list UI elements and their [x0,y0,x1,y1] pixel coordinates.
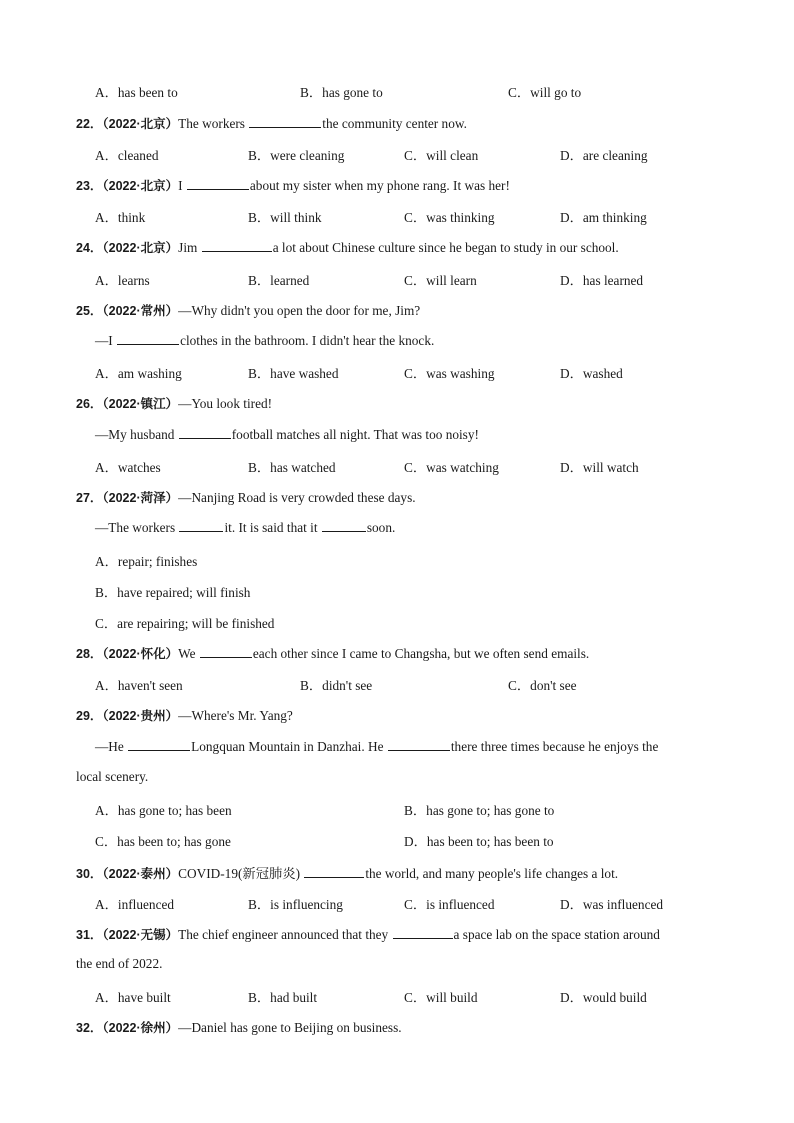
question-number: 29． [76,709,103,723]
question-text: —I [95,333,117,348]
question-23 [76,176,510,194]
answer-blank [393,926,453,939]
option-b: B．has watched [248,460,336,475]
option-c: C．don't see [508,678,577,693]
answer-blank [249,115,321,128]
option-a: A．am washing [95,366,182,381]
answer-blank [388,738,450,751]
option-d: D．am thinking [560,210,647,225]
option-b: B．is influencing [248,897,343,912]
answer-blank [179,519,223,532]
option-c: C．is influenced [404,897,495,912]
option-b: B．will think [248,210,322,225]
option-a: A．cleaned [95,148,159,163]
question-source: （2022·北京） [102,117,179,131]
option-b: B．were cleaning [248,148,345,163]
question-text: —Why didn't you open the door for me, Jim? [178,303,421,318]
question-source: （2022·北京） [102,241,179,255]
option-b: B．learned [248,273,310,288]
question-text: a lot about Chinese culture since he began to study in our school. [272,240,619,255]
question-text: football matches all night. That was too noisy! [231,427,479,442]
answer-blank [187,177,249,190]
option-d: D．will watch [560,460,639,475]
question-number: 31． [76,928,103,942]
question-32 [76,1018,402,1036]
question-text: the community center now. [322,116,467,131]
question-27 [76,488,416,506]
question-24 [76,238,619,256]
option-a: A．watches [95,460,161,475]
question-source: （2022·怀化） [102,647,179,661]
question-text: —Daniel has gone to Beijing on business. [178,1020,402,1035]
question-text: —My husband [95,427,178,442]
question-text: soon. [366,520,396,535]
question-text: COVID-19(新冠肺炎) [178,866,304,881]
question-text: The chief engineer announced that they [178,927,392,942]
question-response [95,332,434,349]
question-number: 30． [76,867,103,881]
option-d: D．washed [560,366,623,381]
answer-blank [117,332,179,345]
option-c: C．will build [404,990,478,1005]
question-source: （2022·北京） [102,179,179,193]
option-a: A．has been to [95,85,178,100]
option-a: A．think [95,210,146,225]
question-number: 27． [76,491,103,505]
option-c: C．are repairing; will be finished [95,616,275,631]
option-a: A．learns [95,273,150,288]
question-26 [76,394,272,412]
option-c: C．will clean [404,148,479,163]
option-b: B．had built [248,990,318,1005]
option-c: C．will learn [404,273,477,288]
question-text: —Nanjing Road is very crowded these days. [178,490,416,505]
question-text: each other since I came to Changsha, but we often send emails. [252,646,590,661]
question-text: —He [95,739,128,754]
question-number: 23． [76,179,103,193]
option-a: A．repair; finishes [95,554,198,569]
question-text: Longquan Mountain in Danzhai. He [191,739,387,754]
option-b: B．have repaired; will finish [95,585,251,600]
question-source: （2022·徐州） [102,1021,179,1035]
question-source: （2022·贵州） [102,709,179,723]
option-b: B．has gone to [300,85,383,100]
option-c: C．has been to; has gone [95,834,231,849]
question-text: clothes in the bathroom. I didn't hear the knock. [180,333,435,348]
question-source: （2022·镇江） [102,397,179,411]
question-number: 22． [76,117,103,131]
question-text-continued: local scenery. [76,769,149,784]
question-response [95,426,479,443]
question-number: 32． [76,1021,103,1035]
answer-blank [304,865,364,878]
question-number: 26． [76,397,103,411]
question-number: 25． [76,304,103,318]
question-number: 24． [76,241,103,255]
question-text: Jim [178,240,201,255]
option-c: C．was thinking [404,210,495,225]
question-22 [76,114,467,132]
question-text-continued: the end of 2022. [76,956,163,971]
question-text: We [178,646,199,661]
question-text: it. It is said that it [224,520,321,535]
question-source: （2022·泰州） [102,867,179,881]
option-d: D．was influenced [560,897,664,912]
answer-blank [179,426,231,439]
question-30 [76,863,618,882]
question-29 [76,706,293,724]
question-31 [76,925,660,943]
question-response [95,738,658,755]
option-b: B．has gone to; has gone to [404,803,555,818]
question-text: —Where's Mr. Yang? [178,708,293,723]
question-source: （2022·菏泽） [102,491,179,505]
question-25 [76,301,420,319]
option-a: A．influenced [95,897,175,912]
option-d: D．has been to; has been to [404,834,554,849]
option-a: A．haven't seen [95,678,183,693]
option-c: C．was watching [404,460,499,475]
option-a: A．has gone to; has been [95,803,232,818]
answer-blank [200,645,252,658]
question-text: a space lab on the space station around [453,927,660,942]
question-number: 28． [76,647,103,661]
option-d: D．are cleaning [560,148,648,163]
option-b: B．didn't see [300,678,373,693]
option-c: C．will go to [508,85,582,100]
question-text: —The workers [95,520,179,535]
answer-blank [322,519,366,532]
option-c: C．was washing [404,366,495,381]
question-text: —You look tired! [178,396,273,411]
question-28 [76,644,589,662]
question-text: there three times because he enjoys the [450,739,659,754]
question-source: （2022·无锡） [102,928,179,942]
option-d: D．has learned [560,273,644,288]
answer-blank [128,738,190,751]
question-text: about my sister when my phone rang. It was her! [249,178,510,193]
question-response [95,519,395,536]
question-text: the world, and many people's life changes a lot. [365,866,619,881]
question-source: （2022·常州） [102,304,179,318]
option-d: D．would build [560,990,647,1005]
question-text: I [178,178,186,193]
option-a: A．have built [95,990,171,1005]
answer-blank [202,239,272,252]
option-b: B．have washed [248,366,339,381]
question-text: The workers [178,116,249,131]
